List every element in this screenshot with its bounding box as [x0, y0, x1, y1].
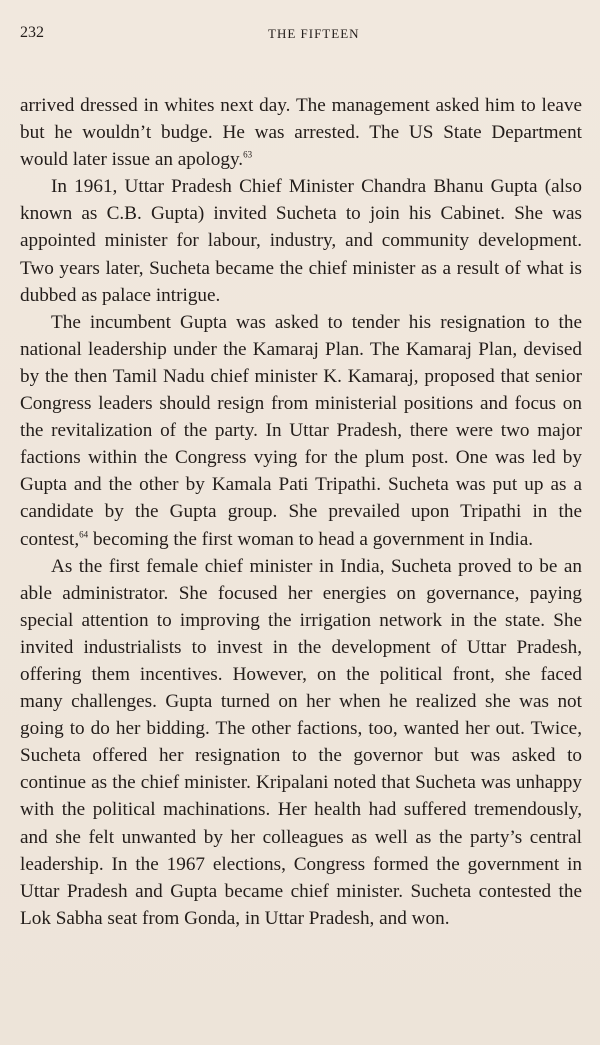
paragraph-3-text-before-note: The incumbent Gupta was asked to tender his resignation to the national leadership under the Kamaraj Plan. The Kamaraj Plan, devised by the then Tamil Nadu chief minister K. Kamaraj, proposed that senior Congress leaders should resign from ministerial positions and focus on the revitalization of the party. In Uttar Pradesh, there were two major factions within the Congress vying for the plum post. One was led by Gupta and the other by Kamala Pati Tripathi. Sucheta was put up as a candidate by the Gupta group. She prevailed upon Tripathi in the contest,: [20, 311, 582, 550]
paragraph-3: [20, 309, 582, 553]
footnote-63: 63: [243, 149, 253, 160]
book-title: THE FIFTEEN: [268, 26, 360, 41]
paragraph-2: [20, 173, 582, 308]
paragraph-1: [20, 92, 582, 173]
body-text: [20, 92, 582, 932]
paragraph-2-text: In 1961, Uttar Pradesh Chief Minister Chandra Bhanu Gupta (also known as C.B. Gupta) invited Sucheta to join his Cabinet. She was appointed minister for labour, industry, and community development. Two years later, Sucheta became the chief minister as a result of what is dubbed as palace intrigue.: [20, 176, 582, 306]
footnote-64: 64: [79, 529, 89, 540]
paragraph-4: [20, 553, 582, 932]
paragraph-4-text: As the first female chief minister in India, Sucheta proved to be an able administrator. She focused her energies on governance, paying special attention to improving the irrigation network in the state. She invited industrialists to invest in the development of Uttar Pradesh, offering them incentives. However, on the political front, she faced many challenges. Gupta turned on her when he realized she was not going to do her bidding. The other factions, too, wanted her out. Twice, Sucheta offered her resignation to the governor but was asked to continue as the chief minister. Kripalani noted that Sucheta was unhappy with the political machinations. Her health had suffered tremendously, and she felt unwanted by her colleagues as well as the party’s central leadership. In the 1967 elections, Congress formed the government in Uttar Pradesh and Gupta became chief minister. Sucheta contested the Lok Sabha seat from Gonda, in Uttar Pradesh, and won.: [20, 555, 582, 929]
paragraph-1-text: arrived dressed in whites next day. The management asked him to leave but he wouldn’t budge. He was arrested. The US State Department would later issue an apology.: [20, 95, 582, 171]
page-number: 232: [20, 24, 44, 41]
running-head: [20, 20, 582, 48]
paragraph-3-text-after-note: becoming the first woman to head a government in India.: [88, 528, 534, 550]
